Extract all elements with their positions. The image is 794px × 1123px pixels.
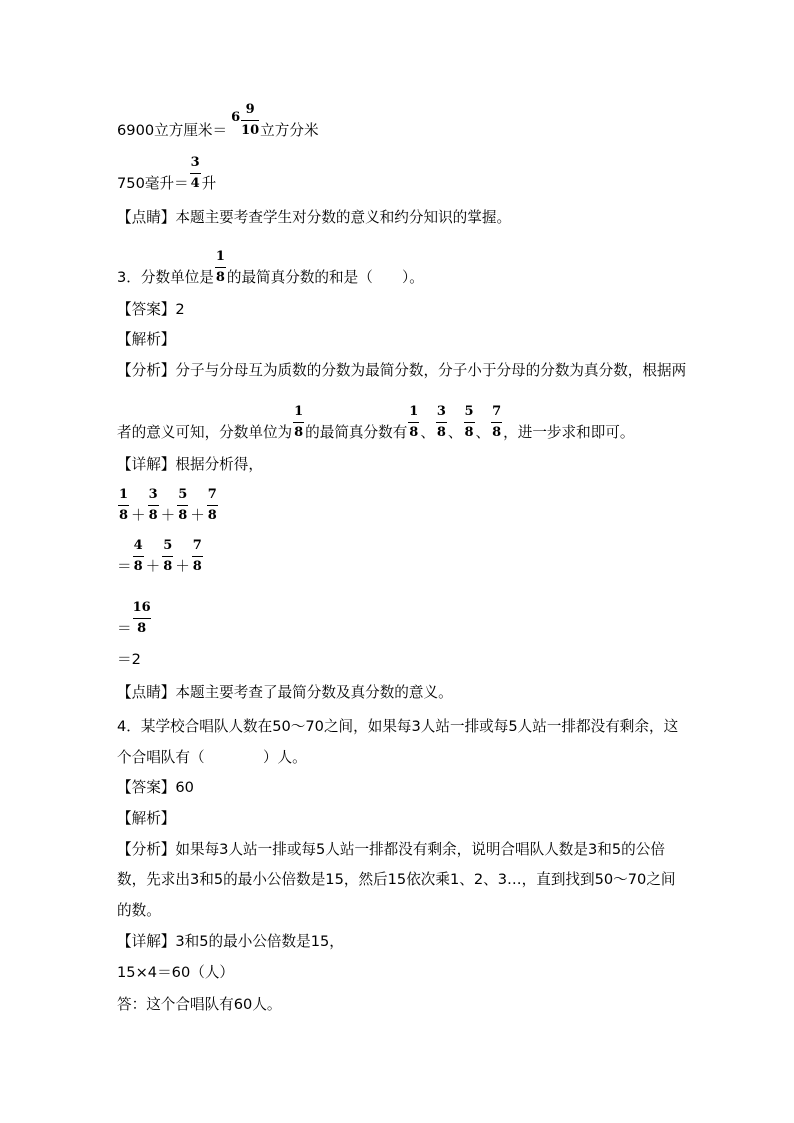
numerator: 9 — [245, 102, 255, 117]
denominator: 8 — [192, 559, 202, 574]
q4-detail-1: 【详解】3和5的最小公倍数是15， — [117, 933, 344, 950]
q3-analysis-2 — [117, 404, 635, 442]
fraction — [240, 102, 260, 138]
q3-stem-a: 3．分数单位是 — [117, 269, 214, 286]
text: 者的意义可知，分数单位为 — [117, 424, 293, 441]
fraction — [435, 404, 448, 440]
fraction — [189, 155, 202, 191]
denominator: 8 — [118, 508, 129, 523]
denominator: 8 — [464, 425, 474, 440]
separator: 、 — [420, 424, 435, 441]
denominator: 8 — [215, 270, 225, 285]
fraction — [176, 487, 189, 523]
denominator: 8 — [137, 621, 147, 636]
fraction — [132, 538, 145, 574]
denominator: 10 — [241, 123, 260, 138]
q4-stem-2: 个合唱队有（ ）人。 — [117, 749, 307, 766]
q3-detail: 【详解】根据分析得， — [117, 456, 263, 473]
numerator: 3 — [436, 404, 446, 419]
q3-step2-line — [117, 538, 204, 576]
fraction — [292, 404, 305, 440]
mixed-whole: 6 — [231, 110, 241, 125]
fraction — [407, 404, 420, 440]
numerator: 7 — [192, 538, 202, 553]
numerator: 3 — [190, 155, 200, 170]
numerator: 5 — [163, 538, 173, 553]
denominator: 8 — [163, 559, 173, 574]
q3-comment: 【点睛】本题主要考查了最简分数及真分数的意义。 — [117, 684, 453, 701]
q3-result: ＝2 — [117, 651, 141, 668]
plus-sign: ＋ — [145, 558, 161, 575]
fraction — [206, 487, 219, 523]
q3-analysis-head: 【解析】 — [117, 331, 176, 348]
conversion-line-volume — [117, 102, 319, 141]
denominator: 8 — [178, 508, 188, 523]
denominator: 8 — [409, 425, 419, 440]
plus-sign: ＋ — [160, 507, 176, 524]
q3-sum-line — [117, 487, 219, 525]
fraction — [161, 538, 174, 574]
denominator: 8 — [133, 559, 143, 574]
plus-sign: ＋ — [190, 507, 205, 524]
text: ，进一步求和即可。 — [503, 424, 635, 441]
denominator: 8 — [436, 425, 446, 440]
q4-analysis-head: 【解析】 — [117, 810, 176, 827]
text: 的最简真分数有 — [305, 424, 408, 441]
numerator: 4 — [133, 538, 143, 553]
numerator: 3 — [148, 487, 158, 502]
q4-analysis-1: 【分析】如果每3人站一排或每5人站一排都没有剩余，说明合唱队人数是3和5的公倍 — [117, 841, 665, 858]
fraction — [147, 487, 160, 523]
equals-sign: ＝ — [117, 558, 132, 575]
plus-sign: ＋ — [175, 558, 190, 575]
denominator: 8 — [492, 425, 502, 440]
numerator: 1 — [215, 249, 225, 264]
q3-answer: 【答案】2 — [117, 301, 185, 318]
q4-analysis-2: 数，先求出3和5的最小公倍数是15，然后15依次乘1、2、3…，直到找到50～70之间 — [117, 871, 676, 888]
conversion-left: 750毫升＝ — [117, 175, 189, 192]
fraction — [214, 249, 227, 285]
q3-stem-b: 的最简真分数的和是（ ）。 — [226, 269, 424, 286]
numerator: 1 — [118, 487, 129, 502]
q4-answer: 【答案】60 — [117, 779, 194, 796]
fraction — [132, 600, 152, 636]
denominator: 8 — [294, 425, 304, 440]
conversion-line-volume-liquid — [117, 155, 217, 193]
q4-analysis-3: 的数。 — [117, 902, 161, 919]
separator: 、 — [475, 424, 491, 441]
numerator: 1 — [409, 404, 419, 419]
conversion-left: 6900立方厘米＝ — [117, 122, 228, 139]
fraction — [463, 404, 476, 440]
equals-sign: ＝ — [117, 620, 132, 637]
fraction — [117, 487, 130, 523]
fraction — [490, 404, 503, 440]
denominator: 4 — [190, 176, 200, 191]
separator: 、 — [447, 424, 463, 441]
q4-stem-1: 4．某学校合唱队人数在50～70之间，如果每3人站一排或每5人站一排都没有剩余，这 — [117, 718, 679, 735]
fraction — [191, 538, 204, 574]
numerator: 7 — [492, 404, 502, 419]
numerator: 5 — [178, 487, 188, 502]
numerator: 16 — [132, 600, 151, 615]
numerator: 1 — [294, 404, 304, 419]
conversion-unit: 升 — [201, 175, 217, 192]
numerator: 5 — [464, 404, 474, 419]
denominator: 8 — [207, 508, 217, 523]
q2-comment: 【点睛】本题主要考查学生对分数的意义和约分知识的掌握。 — [117, 209, 512, 226]
q3-stem — [117, 249, 424, 287]
conversion-unit: 立方分米 — [260, 122, 319, 139]
q3-analysis-1: 【分析】分子与分母互为质数的分数为最简分数，分子小于分母的分数为真分数，根据两 — [117, 362, 687, 379]
q4-detail-2: 15×4＝60（人） — [117, 964, 235, 981]
numerator: 7 — [207, 487, 217, 502]
denominator: 8 — [148, 508, 158, 523]
q4-detail-3: 答：这个合唱队有60人。 — [117, 996, 282, 1013]
q3-step3-line — [117, 600, 152, 638]
plus-sign: ＋ — [131, 507, 146, 524]
